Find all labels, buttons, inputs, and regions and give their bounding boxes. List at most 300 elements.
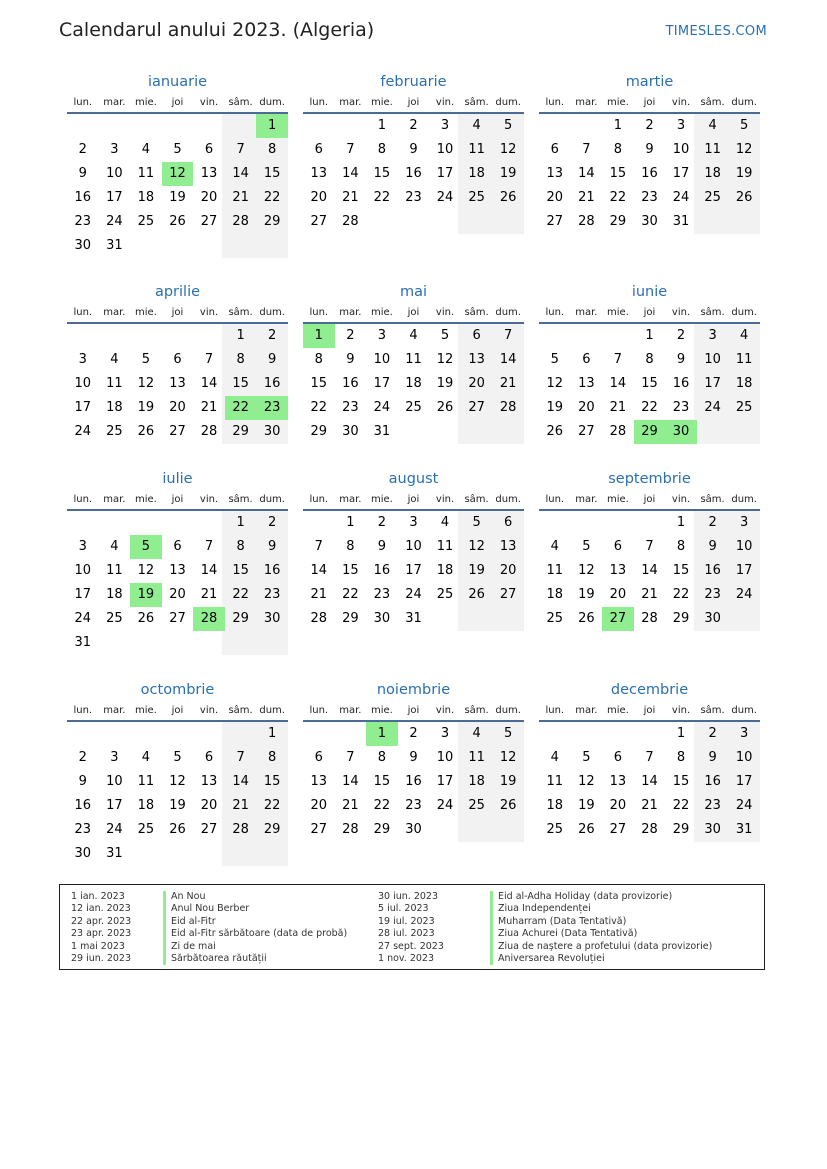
weekday-label: dum. [495, 96, 521, 108]
month-name: martie [625, 74, 674, 90]
weekday-label: mar. [575, 306, 598, 318]
weekday-label: mie. [606, 96, 629, 108]
day-cell: 26 [735, 190, 753, 205]
day-cell: 15 [342, 563, 359, 578]
day-cell: 5 [550, 352, 559, 367]
day-grid [67, 324, 288, 468]
day-cell: 10 [106, 774, 123, 789]
day-cell: 29 [263, 822, 281, 837]
day-cell: 4 [550, 750, 559, 765]
day-cell: 21 [200, 587, 218, 602]
day-cell: 13 [609, 563, 627, 578]
day-cell: 13 [200, 774, 218, 789]
day-cell: 24 [704, 400, 721, 415]
day-cell: 2 [676, 328, 686, 343]
weekday-label: vin. [671, 96, 691, 108]
weekday-label: mar. [339, 493, 362, 505]
weekday-label: joi [407, 704, 420, 716]
weekday-label: mie. [606, 493, 629, 505]
day-cell: 15 [373, 166, 391, 181]
day-cell: 22 [373, 798, 391, 813]
day-cell: 19 [169, 798, 186, 813]
day-cell: 2 [346, 328, 355, 343]
weekday-header [539, 489, 760, 511]
day-cell: 26 [578, 611, 595, 626]
day-cell: 4 [110, 539, 119, 554]
day-cell: 16 [74, 190, 92, 205]
day-cell: 20 [310, 798, 328, 813]
day-cell: 19 [137, 400, 155, 415]
day-grid [303, 722, 524, 866]
weekday-label: joi [171, 493, 184, 505]
weekday-label: dum. [731, 96, 757, 108]
day-cell: 31 [405, 611, 422, 626]
day-cell: 18 [704, 166, 721, 181]
legend-date: 1 ian. 2023 [71, 891, 125, 902]
day-cell: 3 [377, 328, 387, 343]
day-cell: 15 [672, 774, 690, 789]
holiday-day-cell: 28 [193, 607, 225, 631]
day-cell: 23 [641, 190, 658, 205]
day-cell: 17 [436, 166, 454, 181]
day-cell: 22 [641, 400, 658, 415]
day-cell: 7 [613, 352, 623, 367]
day-cell: 28 [499, 400, 517, 415]
day-cell: 2 [377, 515, 387, 530]
legend-date: 1 nov. 2023 [378, 952, 434, 964]
day-cell: 24 [735, 587, 753, 602]
day-cell: 21 [232, 798, 249, 813]
day-cell: 9 [676, 352, 686, 367]
day-cell: 2 [78, 142, 87, 157]
day-cell: 23 [263, 587, 281, 602]
weekday-label: mie. [370, 306, 393, 318]
day-cell: 12 [499, 142, 517, 157]
day-cell: 22 [672, 798, 690, 813]
weekday-label: mar. [103, 96, 126, 108]
day-cell: 21 [641, 798, 658, 813]
day-cell: 18 [468, 166, 485, 181]
weekday-label: mar. [103, 704, 126, 716]
weekday-label: mar. [339, 96, 362, 108]
weekday-label: sâm. [228, 306, 253, 318]
day-cell: 18 [546, 798, 564, 813]
day-cell: 18 [137, 190, 155, 205]
day-cell: 20 [578, 400, 595, 415]
legend-date: 1 mai 2023 [71, 940, 125, 952]
day-cell: 28 [578, 214, 595, 229]
day-cell: 5 [472, 515, 481, 530]
day-cell: 4 [141, 142, 151, 157]
day-cell: 15 [310, 376, 328, 391]
day-cell: 24 [106, 214, 123, 229]
day-cell: 20 [546, 190, 564, 205]
day-cell: 21 [342, 798, 359, 813]
day-cell: 2 [268, 515, 277, 530]
day-cell: 25 [106, 424, 123, 439]
day-cell: 27 [200, 822, 218, 837]
day-cell: 8 [268, 142, 277, 157]
day-cell: 18 [546, 587, 564, 602]
day-cell: 7 [346, 750, 355, 765]
legend-dates-right [378, 891, 444, 965]
month-name: decembrie [610, 682, 689, 698]
day-cell: 16 [704, 774, 721, 789]
day-cell: 17 [106, 798, 123, 813]
weekday-label: sâm. [700, 306, 725, 318]
day-cell: 15 [232, 376, 249, 391]
weekday-label: sâm. [228, 704, 253, 716]
page-title: Calendarul anului 2023. (Algeria) [59, 19, 375, 41]
legend-holiday-name: Anul Nou Berber [163, 903, 347, 915]
day-cell: 28 [232, 214, 249, 229]
holiday-day-cell: 29 [634, 420, 666, 444]
day-cell: 6 [582, 352, 591, 367]
day-cell: 9 [346, 352, 355, 367]
weekday-label: vin. [435, 493, 455, 505]
day-cell: 12 [137, 563, 155, 578]
day-cell: 20 [200, 190, 218, 205]
day-cell: 4 [708, 118, 717, 133]
weekday-label: mie. [370, 96, 393, 108]
day-cell: 7 [504, 328, 513, 343]
day-cell: 16 [405, 166, 422, 181]
month-iulie [67, 469, 288, 655]
day-cell: 29 [232, 611, 249, 626]
day-cell: 31 [106, 846, 123, 861]
day-cell: 6 [613, 750, 623, 765]
day-cell: 25 [704, 190, 721, 205]
holiday-day-cell: 1 [366, 722, 398, 746]
day-cell: 27 [310, 214, 328, 229]
day-cell: 4 [110, 352, 119, 367]
weekday-label: sâm. [464, 493, 489, 505]
day-cell: 7 [236, 142, 245, 157]
month-name: octombrie [140, 682, 215, 698]
day-cell: 13 [200, 166, 218, 181]
weekday-label: lun. [73, 306, 93, 318]
legend-holiday-name: Sărbătoarea răutății [163, 953, 347, 965]
weekday-label: sâm. [464, 96, 489, 108]
weekday-label: dum. [259, 493, 285, 505]
weekday-label: mar. [103, 306, 126, 318]
day-cell: 22 [263, 798, 281, 813]
day-cell: 14 [200, 376, 218, 391]
day-cell: 28 [641, 611, 658, 626]
day-cell: 14 [200, 563, 218, 578]
legend-date: 5 iul. 2023 [378, 903, 429, 915]
day-cell: 26 [546, 424, 564, 439]
day-cell: 16 [342, 376, 359, 391]
day-cell: 23 [405, 190, 422, 205]
weekday-label: vin. [671, 306, 691, 318]
weekday-label: sâm. [464, 306, 489, 318]
day-cell: 3 [676, 118, 686, 133]
day-cell: 14 [310, 563, 328, 578]
day-cell: 30 [704, 611, 721, 626]
day-cell: 2 [78, 750, 87, 765]
legend-holiday-name: Aniversarea Revoluției [490, 953, 712, 965]
day-cell: 25 [137, 214, 155, 229]
legend-holiday-name: Eid al-Fitr sărbătoare (data de probă) [163, 928, 347, 940]
legend-date: 19 iul. 2023 [378, 915, 435, 927]
weekday-label: vin. [435, 306, 455, 318]
day-cell: 26 [137, 424, 155, 439]
weekday-label: mie. [134, 704, 157, 716]
weekday-label: vin. [435, 96, 455, 108]
day-cell: 14 [232, 774, 249, 789]
weekday-label: lun. [73, 493, 93, 505]
day-cell: 27 [310, 822, 328, 837]
day-cell: 7 [236, 750, 245, 765]
day-cell: 8 [377, 142, 387, 157]
day-cell: 8 [676, 750, 686, 765]
weekday-header [539, 302, 760, 324]
day-cell: 21 [232, 190, 249, 205]
day-cell: 13 [169, 376, 186, 391]
day-cell: 27 [169, 424, 186, 439]
day-cell: 14 [609, 376, 627, 391]
day-cell: 4 [141, 750, 151, 765]
weekday-label: mie. [606, 306, 629, 318]
day-cell: 27 [468, 400, 485, 415]
day-cell: 6 [472, 328, 481, 343]
weekday-label: lun. [545, 96, 565, 108]
day-cell: 21 [499, 376, 517, 391]
day-cell: 27 [609, 822, 627, 837]
day-cell: 13 [169, 563, 186, 578]
day-cell: 27 [200, 214, 218, 229]
day-cell: 24 [735, 798, 753, 813]
day-cell: 13 [310, 166, 328, 181]
month-octombrie [67, 680, 288, 866]
day-cell: 13 [499, 539, 517, 554]
legend-dates-left [71, 891, 131, 965]
day-cell: 3 [78, 352, 87, 367]
day-cell: 9 [708, 750, 717, 765]
weekday-label: vin. [199, 96, 219, 108]
weekday-label: dum. [259, 96, 285, 108]
day-cell: 22 [609, 190, 627, 205]
day-cell: 6 [314, 142, 323, 157]
weekday-label: vin. [199, 306, 219, 318]
weekday-label: dum. [495, 493, 521, 505]
day-cell: 19 [735, 166, 753, 181]
month-name: februarie [380, 74, 447, 90]
day-cell: 29 [672, 611, 690, 626]
day-cell: 11 [436, 539, 454, 554]
day-cell: 17 [735, 563, 753, 578]
day-cell: 29 [373, 822, 391, 837]
day-cell: 5 [173, 142, 182, 157]
holiday-day-cell: 12 [162, 162, 194, 186]
day-grid [303, 511, 524, 655]
holiday-legend [59, 884, 765, 970]
day-cell: 5 [173, 750, 182, 765]
day-cell: 8 [613, 142, 623, 157]
month-name: septembrie [608, 471, 691, 487]
weekday-label: lun. [309, 493, 329, 505]
day-cell: 2 [708, 726, 717, 741]
day-cell: 3 [110, 750, 119, 765]
day-cell: 11 [468, 750, 485, 765]
day-cell: 8 [236, 539, 245, 554]
day-cell: 14 [232, 166, 249, 181]
legend-holiday-name: Zi de mai [163, 941, 347, 953]
month-ianuarie [67, 72, 288, 258]
day-cell: 6 [314, 750, 323, 765]
day-cell: 30 [342, 424, 359, 439]
day-cell: 5 [504, 726, 513, 741]
day-grid [303, 114, 524, 258]
month-martie [539, 72, 760, 258]
day-cell: 14 [499, 352, 517, 367]
weekday-label: dum. [731, 306, 757, 318]
day-cell: 25 [106, 611, 123, 626]
day-cell: 28 [200, 424, 218, 439]
day-cell: 15 [672, 563, 690, 578]
holiday-day-cell: 1 [256, 114, 288, 138]
holiday-day-cell: 1 [303, 324, 335, 348]
holiday-day-cell: 5 [130, 535, 162, 559]
weekday-label: vin. [671, 704, 691, 716]
legend-holiday-name: Eid al-Adha Holiday (data provizorie) [490, 891, 712, 903]
day-cell: 12 [735, 142, 753, 157]
day-cell: 4 [472, 118, 481, 133]
day-cell: 30 [74, 846, 92, 861]
day-cell: 20 [609, 798, 627, 813]
weekday-label: vin. [199, 704, 219, 716]
day-cell: 3 [110, 142, 119, 157]
day-cell: 20 [310, 190, 328, 205]
weekday-label: sâm. [464, 704, 489, 716]
day-cell: 13 [310, 774, 328, 789]
day-grid [67, 722, 288, 866]
weekday-label: dum. [259, 306, 285, 318]
legend-holiday-name: An Nou [163, 891, 347, 903]
day-cell: 12 [137, 376, 155, 391]
day-cell: 29 [263, 214, 281, 229]
weekday-label: mar. [575, 704, 598, 716]
day-cell: 12 [578, 774, 595, 789]
month-septembrie [539, 469, 760, 655]
legend-date: 28 iul. 2023 [378, 928, 435, 940]
day-cell: 13 [468, 352, 485, 367]
weekday-label: dum. [731, 704, 757, 716]
month-noiembrie [303, 680, 524, 866]
day-cell: 16 [373, 563, 391, 578]
day-cell: 23 [342, 400, 359, 415]
legend-date: 22 apr. 2023 [71, 915, 132, 927]
day-cell: 31 [735, 822, 753, 837]
day-cell: 23 [704, 587, 721, 602]
day-cell: 12 [436, 352, 454, 367]
day-cell: 12 [578, 563, 595, 578]
day-cell: 26 [499, 190, 517, 205]
day-cell: 3 [740, 726, 749, 741]
day-cell: 27 [578, 424, 595, 439]
month-decembrie [539, 680, 760, 866]
day-cell: 21 [310, 587, 328, 602]
weekday-label: sâm. [700, 493, 725, 505]
day-cell: 22 [342, 587, 359, 602]
weekday-label: mar. [575, 96, 598, 108]
weekday-label: lun. [73, 704, 93, 716]
day-cell: 24 [106, 822, 123, 837]
weekday-header [67, 302, 288, 324]
brand-link[interactable]: TIMESLES.COM [665, 24, 767, 39]
day-cell: 3 [409, 515, 418, 530]
day-cell: 21 [609, 400, 627, 415]
day-grid [539, 511, 760, 655]
weekday-label: mar. [339, 704, 362, 716]
day-cell: 16 [263, 563, 281, 578]
day-cell: 7 [645, 750, 654, 765]
weekday-header [67, 92, 288, 114]
day-cell: 3 [708, 328, 717, 343]
weekday-label: joi [171, 96, 184, 108]
day-grid [539, 722, 760, 866]
day-cell: 24 [373, 400, 391, 415]
day-cell: 17 [74, 400, 92, 415]
day-cell: 16 [405, 774, 422, 789]
weekday-label: vin. [435, 704, 455, 716]
day-cell: 25 [546, 822, 564, 837]
day-cell: 3 [440, 118, 450, 133]
day-cell: 30 [405, 822, 422, 837]
weekday-label: mar. [103, 493, 126, 505]
day-cell: 16 [672, 376, 690, 391]
day-cell: 1 [613, 118, 623, 133]
day-cell: 2 [708, 515, 717, 530]
month-name: iulie [162, 471, 193, 487]
month-iunie [539, 282, 760, 468]
day-cell: 22 [373, 190, 391, 205]
weekday-header [303, 700, 524, 722]
day-cell: 9 [78, 166, 87, 181]
day-cell: 25 [735, 400, 753, 415]
day-cell: 26 [137, 611, 155, 626]
day-cell: 23 [74, 822, 92, 837]
day-cell: 31 [672, 214, 690, 229]
legend-date: 23 apr. 2023 [71, 928, 132, 940]
day-cell: 22 [310, 400, 328, 415]
weekday-label: sâm. [228, 96, 253, 108]
day-cell: 7 [204, 352, 214, 367]
holiday-day-cell: 19 [130, 583, 162, 607]
day-cell: 26 [169, 822, 186, 837]
day-cell: 19 [578, 798, 595, 813]
legend-date: 29 iun. 2023 [71, 952, 132, 964]
day-cell: 16 [74, 798, 92, 813]
day-cell: 20 [499, 563, 517, 578]
day-cell: 7 [582, 142, 591, 157]
day-cell: 26 [169, 214, 186, 229]
day-cell: 9 [645, 142, 654, 157]
day-cell: 29 [609, 214, 627, 229]
day-cell: 7 [314, 539, 323, 554]
day-cell: 3 [78, 539, 87, 554]
day-cell: 23 [405, 798, 422, 813]
day-cell: 30 [74, 238, 92, 253]
day-grid [67, 114, 288, 258]
day-cell: 1 [236, 328, 245, 343]
day-cell: 20 [169, 587, 186, 602]
day-cell: 29 [232, 424, 249, 439]
day-cell: 4 [550, 539, 559, 554]
day-cell: 16 [704, 563, 721, 578]
day-cell: 19 [468, 563, 485, 578]
